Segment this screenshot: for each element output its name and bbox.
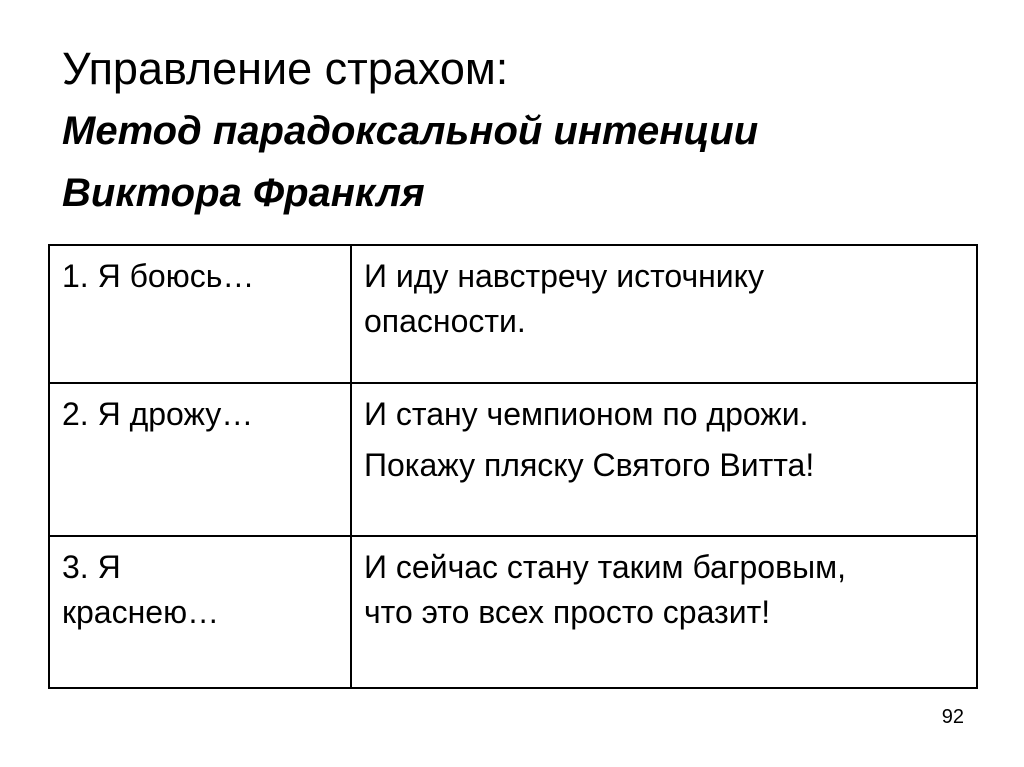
table-cell-response (351, 383, 977, 536)
table-cell-response (351, 245, 977, 383)
response-line: Покажу пляску Святого Витта! (364, 447, 815, 483)
table-cell-fear (49, 536, 351, 688)
slide-subtitle-line-1: Метод парадоксальной интенции (62, 109, 759, 153)
fear-statement: 1. Я боюсь… (62, 258, 255, 294)
slide-title-block (62, 38, 1002, 224)
table-cell-fear (49, 383, 351, 536)
table-row (49, 536, 977, 688)
table-row (49, 383, 977, 536)
table-cell-fear (49, 245, 351, 383)
table-row (49, 245, 977, 383)
response-line: что это всех просто сразит! (364, 594, 771, 630)
response-line: И сейчас стану таким багровым, (364, 549, 846, 585)
fear-method-table (48, 244, 978, 689)
table-cell-response (351, 536, 977, 688)
response-line: И иду навстречу источнику (364, 258, 765, 294)
response-line: опасности. (364, 303, 526, 339)
slide-title: Управление страхом: (62, 43, 509, 94)
page-number: 92 (941, 706, 964, 728)
slide-subtitle-line-2: Виктора Франкля (62, 171, 425, 215)
fear-statement-line: 3. Я (62, 549, 121, 585)
fear-statement-line: краснею… (62, 594, 220, 630)
response-line: И стану чемпионом по дрожи. (364, 396, 809, 432)
fear-statement: 2. Я дрожу… (62, 396, 254, 432)
